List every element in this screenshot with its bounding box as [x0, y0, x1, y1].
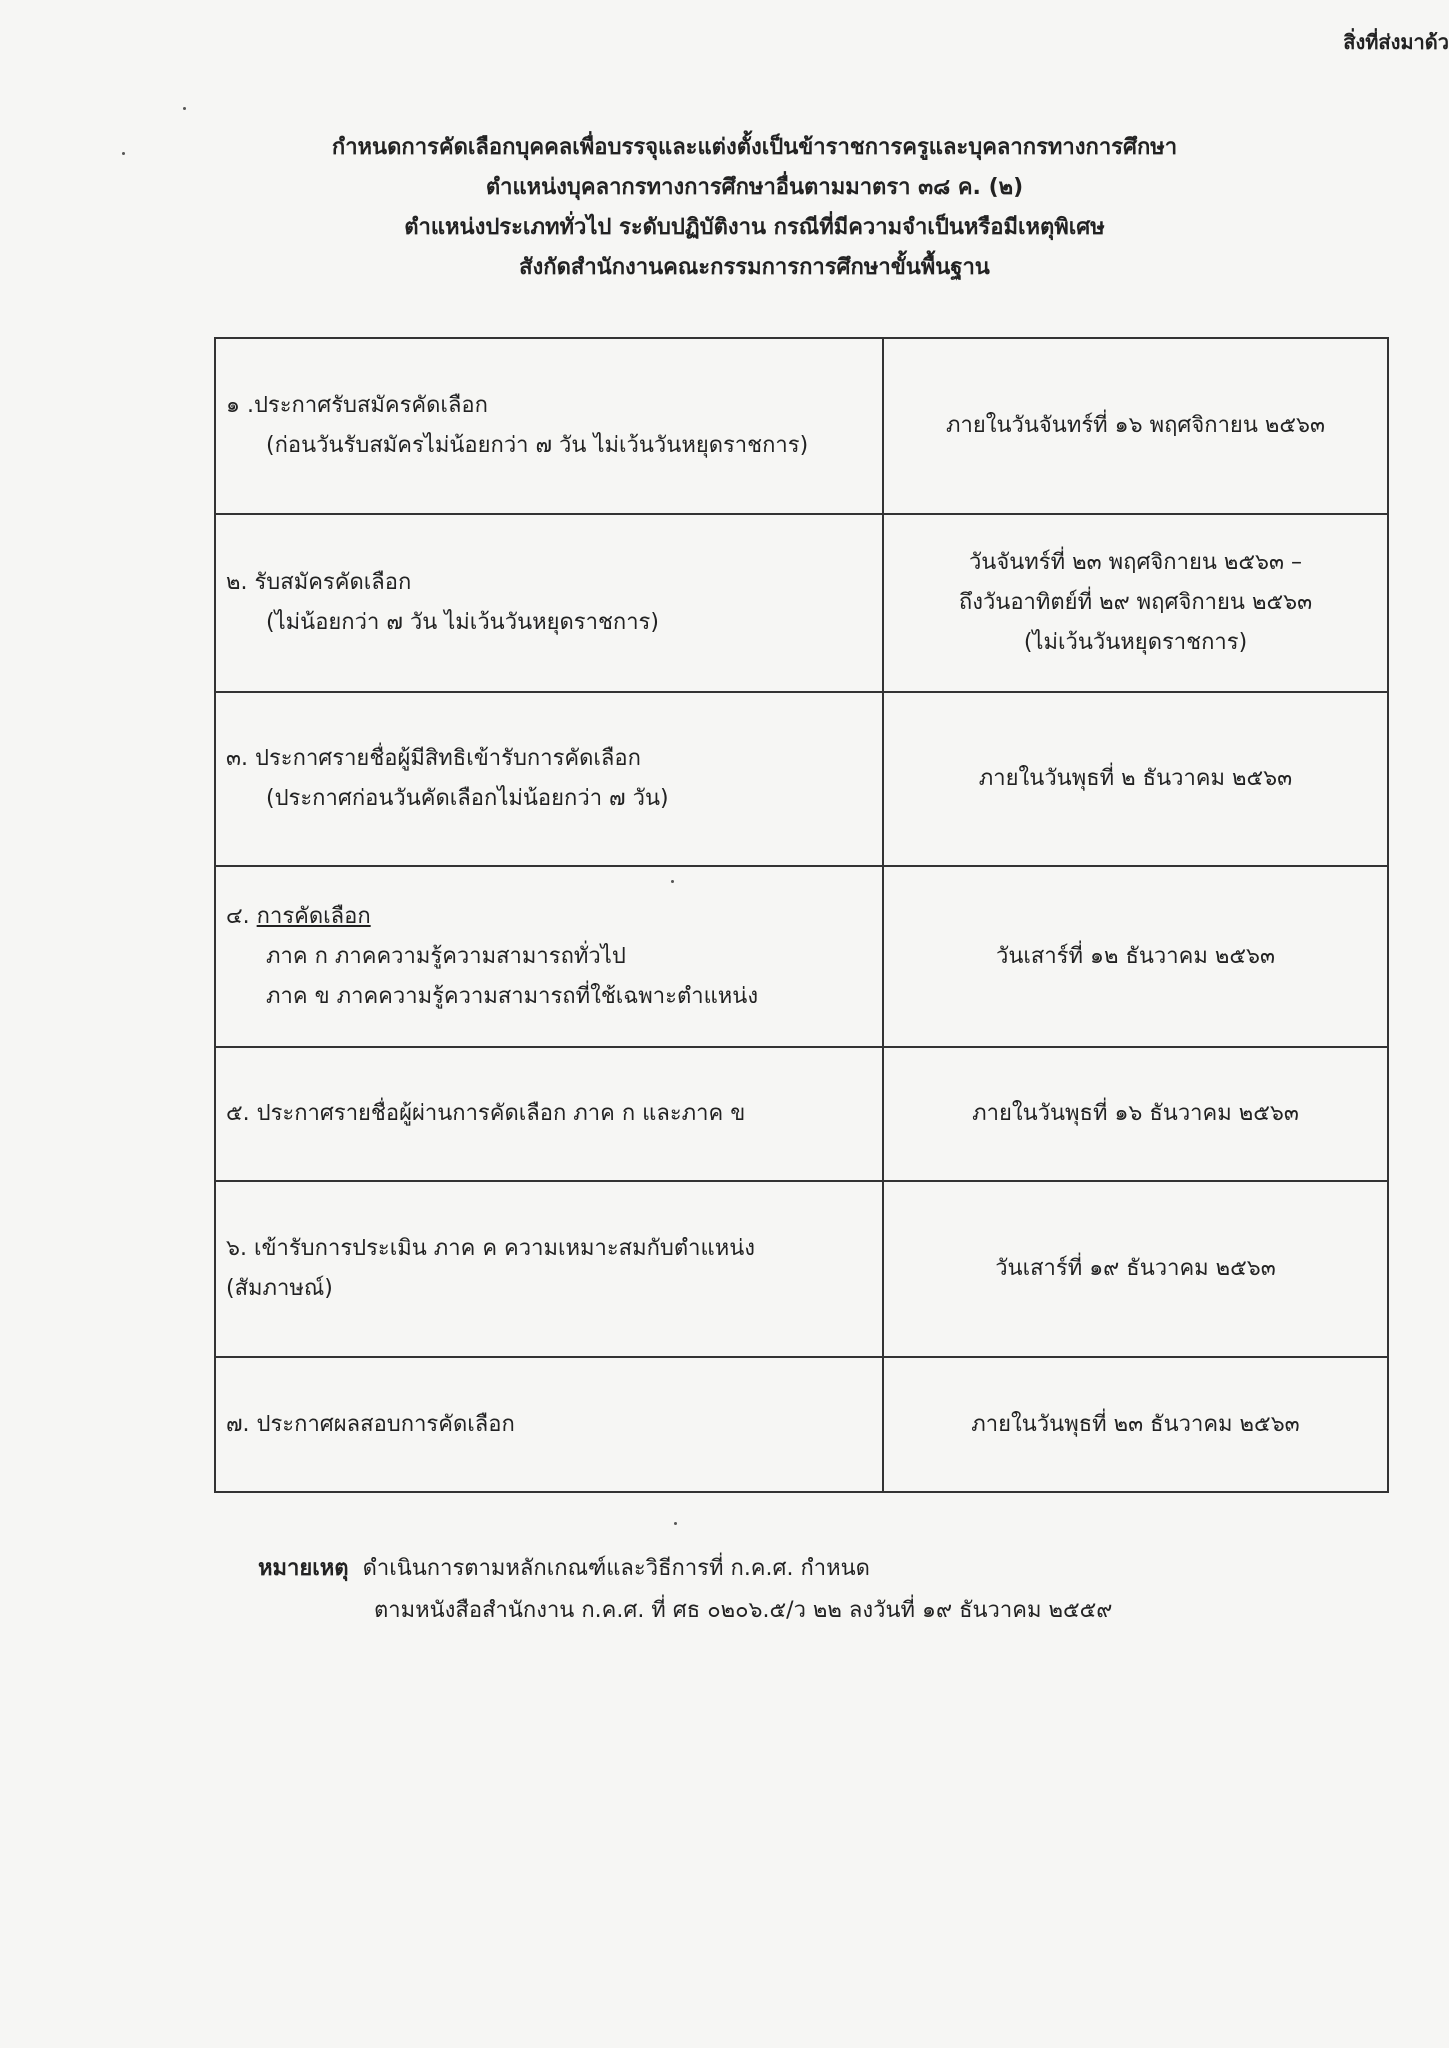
date-text: ถึงวันอาทิตย์ที่ ๒๙ พฤศจิกายน ๒๕๖๓: [958, 590, 1313, 615]
date-text: ภายในวันจันทร์ที่ ๑๖ พฤศจิกายน ๒๕๖๓: [945, 413, 1326, 438]
step-title: [226, 897, 882, 937]
step-cell: [215, 514, 883, 692]
step-cell: [215, 338, 883, 514]
step-title: ๕. ประกาศรายชื่อผู้ผ่านการคัดเลือก ภาค ก และภาค ข: [226, 1101, 746, 1126]
remark-block: [258, 1548, 1112, 1632]
date-cell: [883, 338, 1388, 514]
remark-text: ดำเนินการตามหลักเกณฑ์และวิธีการที่ ก.ค.ศ. กำหนด: [362, 1556, 870, 1581]
step-detail: ภาค ข ภาคความรู้ความสามารถที่ใช้เฉพาะตำแหน่ง: [266, 983, 759, 1009]
step-cell: [215, 692, 883, 866]
step-cell: [215, 1181, 883, 1357]
enclosure-label: สิ่งที่ส่งมาด้ว: [1343, 30, 1449, 54]
step-number: ๔.: [226, 903, 250, 929]
scan-speck: [183, 107, 186, 110]
step-title: ๑ .ประกาศรับสมัครคัดเลือก: [226, 393, 488, 418]
step-title: ๒. รับสมัครคัดเลือก: [226, 570, 412, 595]
date-cell: [883, 1181, 1388, 1357]
step-cell: [215, 866, 883, 1047]
step-detail: ภาค ก ภาคความรู้ความสามารถทั่วไป: [266, 943, 626, 969]
date-cell: [883, 692, 1388, 866]
table-row: [215, 514, 1388, 692]
table-row: [215, 1357, 1388, 1492]
step-title: ๗. ประกาศผลสอบการคัดเลือก: [226, 1411, 515, 1437]
step-detail: (ไม่น้อยกว่า ๗ วัน ไม่เว้นวันหยุดราชการ): [266, 610, 659, 635]
date-cell: [883, 514, 1388, 692]
title-line: กำหนดการคัดเลือกบุคคลเพื่อบรรจุและแต่งตั้งเป็นข้าราชการครูและบุคลากรทางการศึกษา: [331, 135, 1178, 160]
step-title: ๓. ประกาศรายชื่อผู้มีสิทธิเข้ารับการคัดเลือก: [226, 746, 641, 771]
date-text: วันเสาร์ที่ ๑๒ ธันวาคม ๒๕๖๓: [995, 943, 1275, 969]
date-text: วันเสาร์ที่ ๑๙ ธันวาคม ๒๕๖๓: [995, 1256, 1276, 1281]
step-detail: (ก่อนวันรับสมัครไม่น้อยกว่า ๗ วัน ไม่เว้นวันหยุดราชการ): [266, 433, 809, 458]
table-row: [215, 1181, 1388, 1357]
date-text: วันจันทร์ที่ ๒๓ พฤศจิกายน ๒๕๖๓ –: [968, 550, 1303, 575]
scan-speck: [674, 1522, 677, 1525]
title-line: ตำแหน่งประเภททั่วไป ระดับปฏิบัติงาน กรณีที่มีความจำเป็นหรือมีเหตุพิเศษ: [404, 215, 1105, 240]
date-cell: [883, 1357, 1388, 1492]
title-line: ตำแหน่งบุคลากรทางการศึกษาอื่นตามมาตรา ๓๘ ค. (๒): [485, 175, 1024, 200]
step-detail: (สัมภาษณ์): [226, 1276, 333, 1301]
step-cell: [215, 1357, 883, 1492]
step-title: ๖. เข้ารับการประเมิน ภาค ค ความเหมาะสมกับตำแหน่ง: [226, 1236, 755, 1261]
remark-line: [258, 1548, 1112, 1590]
remark-line: ตามหนังสือสำนักงาน ก.ค.ศ. ที่ ศธ ๐๒๐๖.๕/ว ๒๒ ลงวันที่ ๑๙ ธันวาคม ๒๕๕๙: [374, 1598, 1113, 1623]
date-text: (ไม่เว้นวันหยุดราชการ): [1023, 630, 1248, 655]
document-title: [0, 128, 1449, 288]
schedule-table: [214, 337, 1389, 1493]
table-row: [215, 692, 1388, 866]
remark-label: หมายเหตุ: [258, 1556, 349, 1581]
date-cell: [883, 866, 1388, 1047]
step-cell: [215, 1047, 883, 1181]
table-row: [215, 338, 1388, 514]
date-text: ภายในวันพุธที่ ๒ ธันวาคม ๒๕๖๓: [978, 766, 1293, 791]
table-row: [215, 1047, 1388, 1181]
date-text: ภายในวันพุธที่ ๒๓ ธันวาคม ๒๕๖๓: [971, 1411, 1300, 1437]
table-row: [215, 866, 1388, 1047]
date-cell: [883, 1047, 1388, 1181]
title-line: สังกัดสำนักงานคณะกรรมการการศึกษาขั้นพื้นฐาน: [519, 255, 990, 280]
date-text: ภายในวันพุธที่ ๑๖ ธันวาคม ๒๕๖๓: [972, 1101, 1299, 1126]
step-heading: การคัดเลือก: [256, 903, 371, 929]
step-detail: (ประกาศก่อนวันคัดเลือกไม่น้อยกว่า ๗ วัน): [266, 786, 669, 811]
